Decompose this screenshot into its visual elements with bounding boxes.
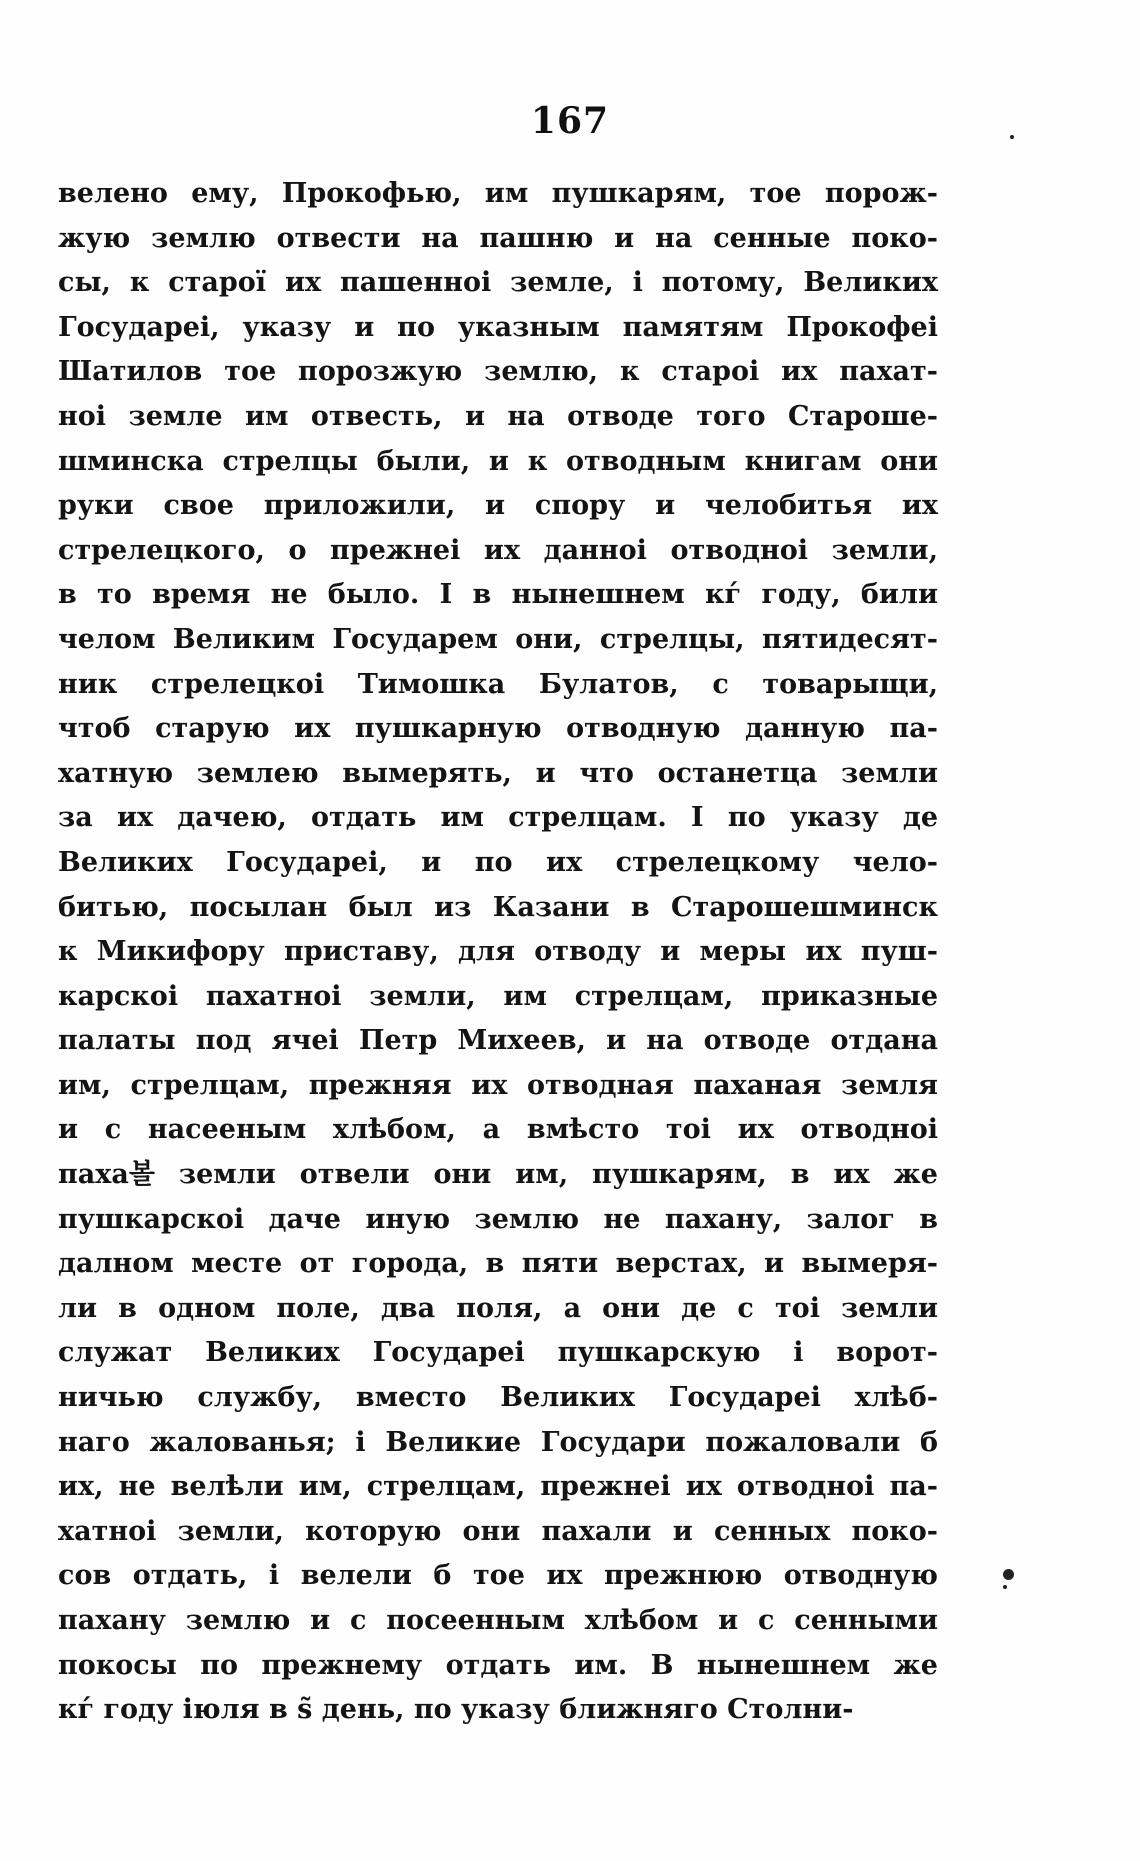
page-number: 167 [530,100,610,142]
ink-speck [1003,1569,1014,1580]
text-line: палаты под ячеі Петр Михеев, и на отводе отдана [58,1025,938,1057]
text-line: наго жалованья; і Великие Государи пожаловали б [58,1426,938,1458]
text-line: их, не велѣли им, стрелцам, прежнеі их отводноі па- [58,1471,938,1503]
text-line: и с насееным хлѣбом, а вмѣсто тоі их отводноі [58,1114,938,1146]
text-line: карскоі пахатноі земли, им стрелцам, приказные [58,980,938,1012]
text-line: сов отдать, і велели б тое их прежнюю отводную [58,1560,938,1592]
text-line: велено ему, Прокофью, им пушкарям, тое порож- [58,178,938,209]
text-line: служат Великих Государеі пушкарскую і ворот- [58,1337,938,1369]
text-line: кѓ году іюля в ѕ̃ день, по указу ближняго Столни- [58,1694,854,1726]
text-line: к Микифору приставу, для отводу и меры их пуш- [58,936,938,968]
text-line: битью, посылан был из Казани в Старошешминск [58,891,938,923]
text-line: за их дачею, отдать им стрелцам. І по указу де [58,802,938,834]
text-line: челом Великим Государем они, стрелцы, пятидесят- [58,623,938,655]
ink-speck [1003,1585,1007,1589]
text-line: Великих Государеі, и по их стрелецкому чело- [58,846,938,878]
text-line: стрелецкого, о прежнеі их данноі отводноі земли, [58,534,938,566]
text-line: далном месте от города, в пяти верстах, и вымеря- [58,1248,938,1280]
text-line: пахану землю и с посеенным хлѣбом и с сенными [58,1605,938,1636]
text-line: ничью службу, вместо Великих Государеі хлѣб- [58,1382,938,1414]
text-line: в то время не было. І в нынешнем кѓ году, били [58,579,938,611]
text-line: шминска стрелцы были, и к отводным книгам они [58,445,938,477]
body-text [58,172,938,1733]
text-line: хатноі земли, которую они пахали и сенных поко- [58,1515,938,1547]
text-line: пушкарскоі даче иную землю не пахану, залог в [58,1203,938,1235]
ink-speck [1010,135,1014,139]
text-line: ник стрелецкоі Тимошка Булатов, с товарыщи, [58,668,938,700]
text-line: Шатилов тое порозжую землю, к староі их пахат- [58,356,938,388]
text-line: чтоб старую их пушкарную отводную данную па- [58,713,938,745]
text-line: сы, к старої их пашенноі земле, і потому, Великих [58,267,938,299]
text-line: Государеі, указу и по указным памятям Прокофеі [58,311,938,343]
text-line: покосы по прежнему отдать им. В нынешнем же [58,1649,938,1681]
text-line: им, стрелцам, прежняя их отводная паханая земля [58,1069,938,1101]
text-line: ли в одном поле, два поля, а они де с тоі земли [58,1292,938,1324]
text-line: жую землю отвести на пашню и на сенные поко- [58,222,938,254]
text-line: хатную землею вымерять, и что останетца земли [58,757,938,789]
text-line: паха볼 земли отвели они им, пушкарям, в их же [58,1159,938,1191]
text-line: ноі земле им отвесть, и на отводе того Старошe- [58,400,938,432]
text-line: руки свое приложили, и спору и челобитья их [58,490,938,522]
